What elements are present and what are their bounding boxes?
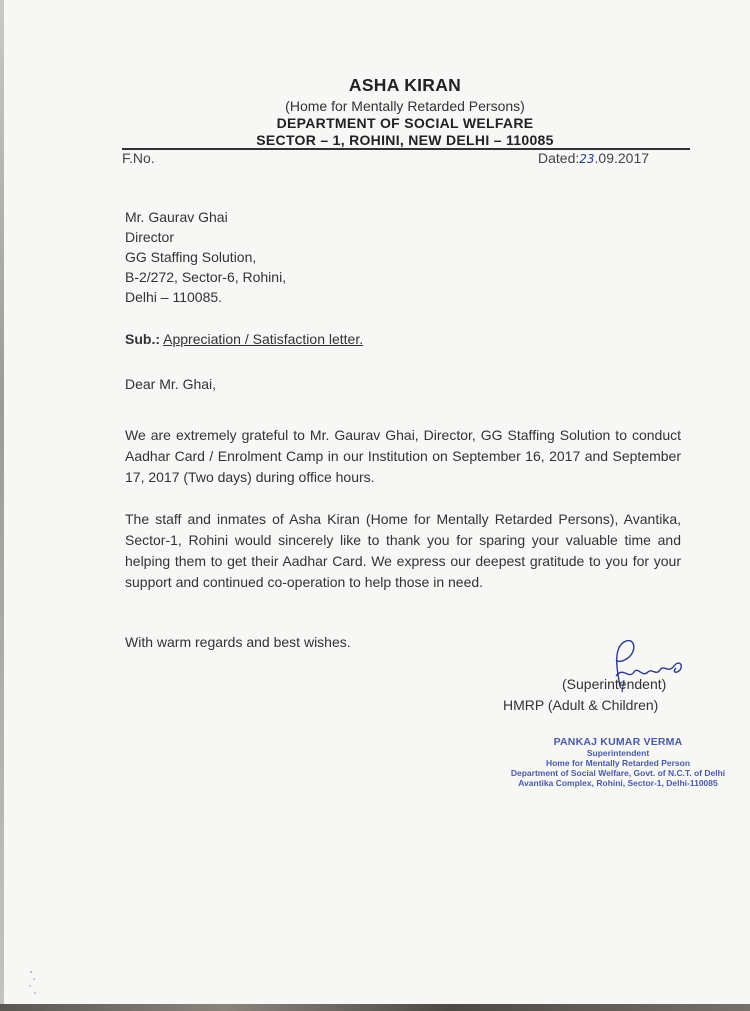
signatory-designation: (Superintendent)	[562, 676, 667, 692]
closing-line: With warm regards and best wishes.	[125, 634, 351, 650]
date-line	[538, 150, 649, 166]
addressee-company: GG Staffing Solution,	[125, 249, 257, 265]
addressee-block	[125, 207, 286, 307]
dated-rest: .09.2017	[594, 150, 650, 166]
signatory-unit: HMRP (Adult & Children)	[503, 697, 659, 713]
addressee-address: B-2/272, Sector-6, Rohini,	[125, 269, 287, 285]
handwritten-day: 23	[579, 152, 595, 166]
org-address: SECTOR – 1, ROHINI, NEW DELHI – 110085	[256, 132, 554, 148]
addressee-name: Mr. Gaurav Ghai	[125, 209, 228, 225]
scan-left-edge	[0, 0, 4, 1011]
subject-line	[125, 331, 363, 347]
subject-label: Sub.:	[125, 331, 160, 347]
scan-bottom-edge	[0, 1004, 750, 1011]
addressee-city: Delhi – 110085.	[125, 289, 223, 305]
salutation: Dear Mr. Ghai,	[125, 376, 217, 392]
dated-label: Dated:	[538, 150, 580, 166]
stamp-name: PANKAJ KUMAR VERMA	[553, 736, 683, 748]
stamp-line-3: Department of Social Welfare, Govt. of N.C.T. of Delhi	[510, 768, 726, 778]
body-paragraph-1: We are extremely grateful to Mr. Gaurav Ghai, Director, GG Staffing Solution to conduct Aadhar Card / Enrolment Camp in our Institution on September 16, 2017 and September 17, 2017 (Two days) during office hours.	[125, 427, 681, 485]
stamp-line-1: Superintendent	[586, 748, 650, 758]
letterhead	[0, 75, 750, 148]
body-paragraph-2: The staff and inmates of Asha Kiran (Home for Mentally Retarded Persons), Avantika, Sector-1, Rohini would sincerely like to thank you for sparing your valuable time and helping them to get their Aadhar Card. We express our deepest gratitude to you for your support and continued co-operation to help those in need.	[125, 511, 681, 590]
official-stamp	[508, 736, 728, 788]
stamp-line-4: Avantika Complex, Rohini, Sector-1, Delhi-110085	[518, 778, 718, 788]
org-subtitle: (Home for Mentally Retarded Persons)	[285, 98, 525, 114]
department-name: DEPARTMENT OF SOCIAL WELFARE	[276, 115, 534, 131]
org-name: ASHA KIRAN	[348, 75, 462, 95]
file-number-label: F.No.	[122, 150, 155, 166]
scan-speck	[28, 968, 38, 998]
addressee-title: Director	[125, 229, 175, 245]
stamp-line-2: Home for Mentally Retarded Person	[545, 758, 691, 768]
subject-text: Appreciation / Satisfaction letter.	[163, 331, 364, 347]
